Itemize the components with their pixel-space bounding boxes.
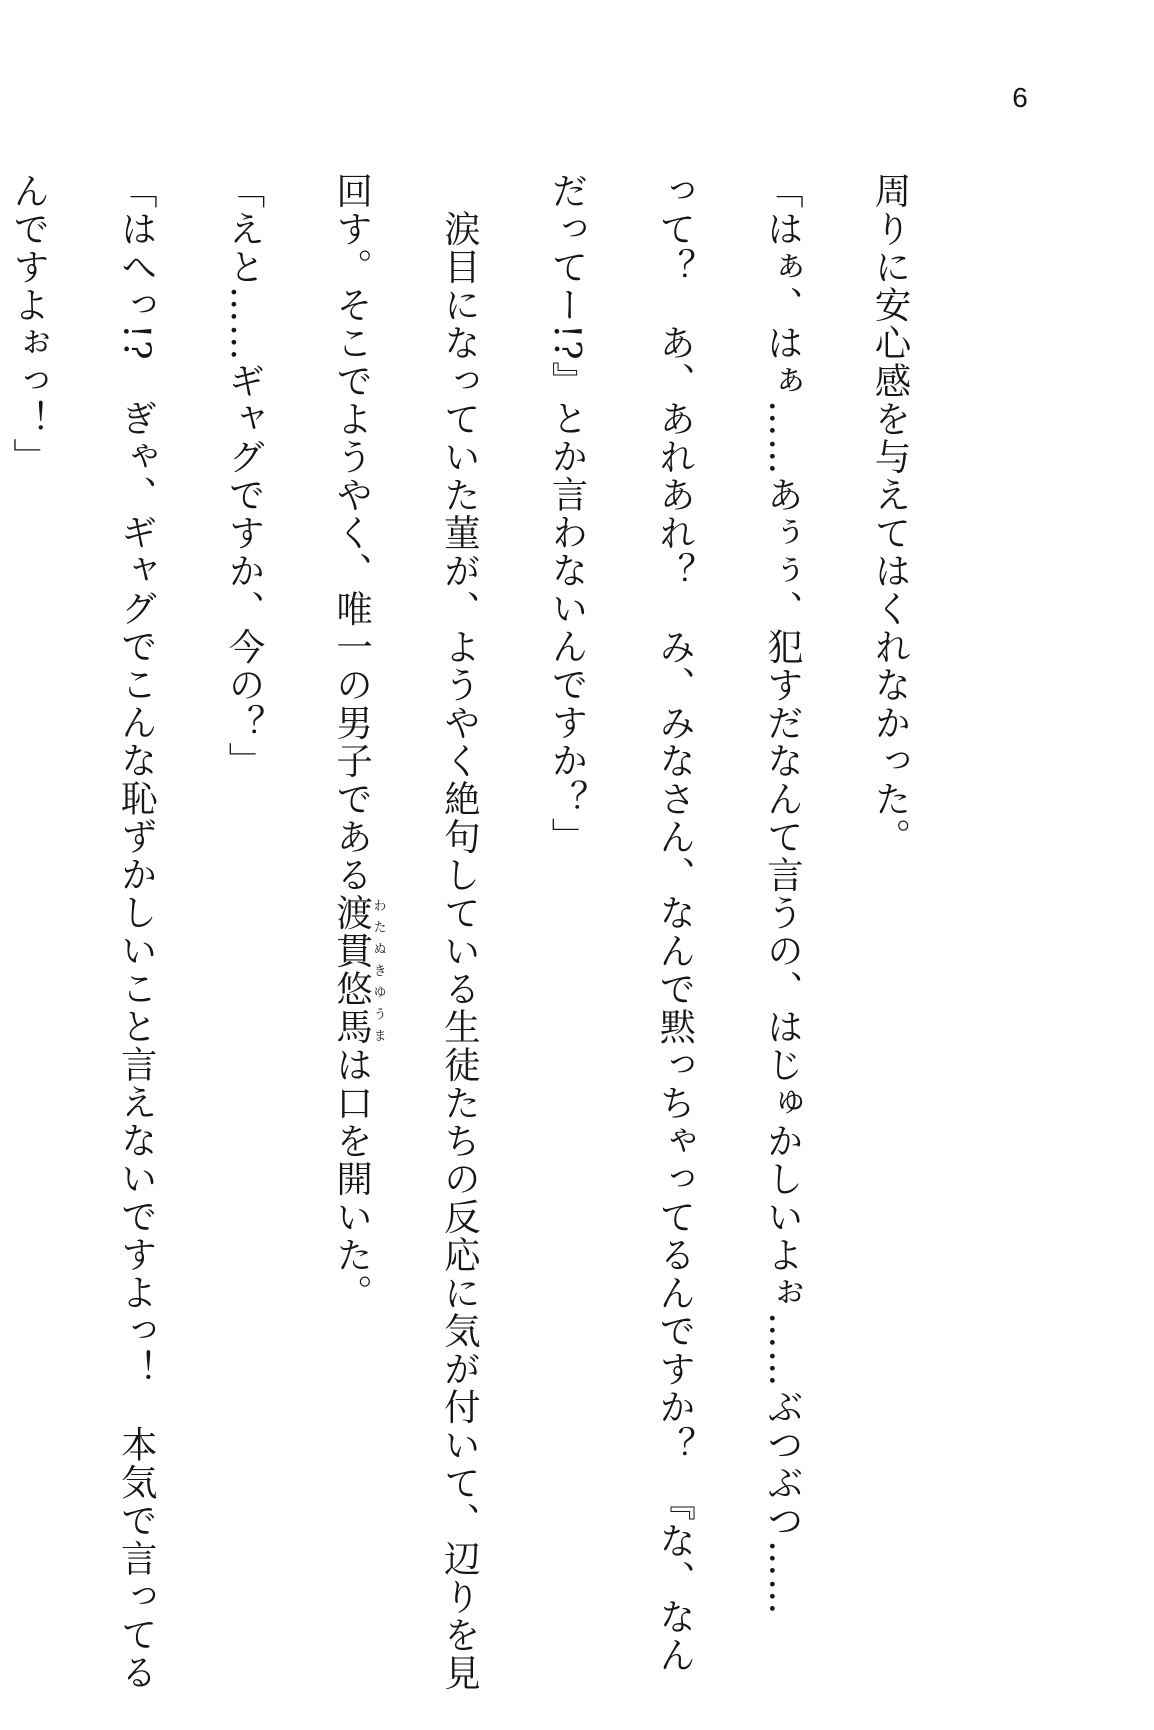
text-line-1: 周りに安心感を与えてはくれなかった。 [869, 172, 912, 856]
text-line-3: って？ あ、あれあれ？ み、みなさん、なんで黙っちゃってるんですか？ 『な、なん [653, 172, 697, 1674]
text-line-5: 涙目になっていた菫が、ようやく絶句している生徒たちの反応に気が付いて、辺りを見 [438, 172, 482, 1692]
furigana: 渡貫悠馬わたぬきゆうま [330, 894, 386, 1046]
vertical-text-body [7, 172, 944, 1692]
text-line-4: だってー!?』とか言わないんですか？」 [545, 172, 589, 856]
text-line-9: んですよぉっ！」 [7, 172, 51, 476]
text-line-2: 「はぁ、はぁ……あぅぅ、犯すだなんて言うの、はじゅかしいよぉ……ぶつぶつ…… [761, 172, 805, 1616]
text-line-6: 回す。そこでようやく、唯一の男子である渡貫悠馬わたぬきゆうまは口を開いた。 [330, 172, 386, 1312]
page-number: 6 [1012, 82, 1028, 113]
text-line-8: 「はへっ!? ぎゃ、ギャグでこんな恥ずかしいこと言えないですよっ！ 本気で言ってる [115, 172, 159, 1692]
text-line-7: 「えと……ギャグですか、今の？」 [222, 172, 266, 780]
